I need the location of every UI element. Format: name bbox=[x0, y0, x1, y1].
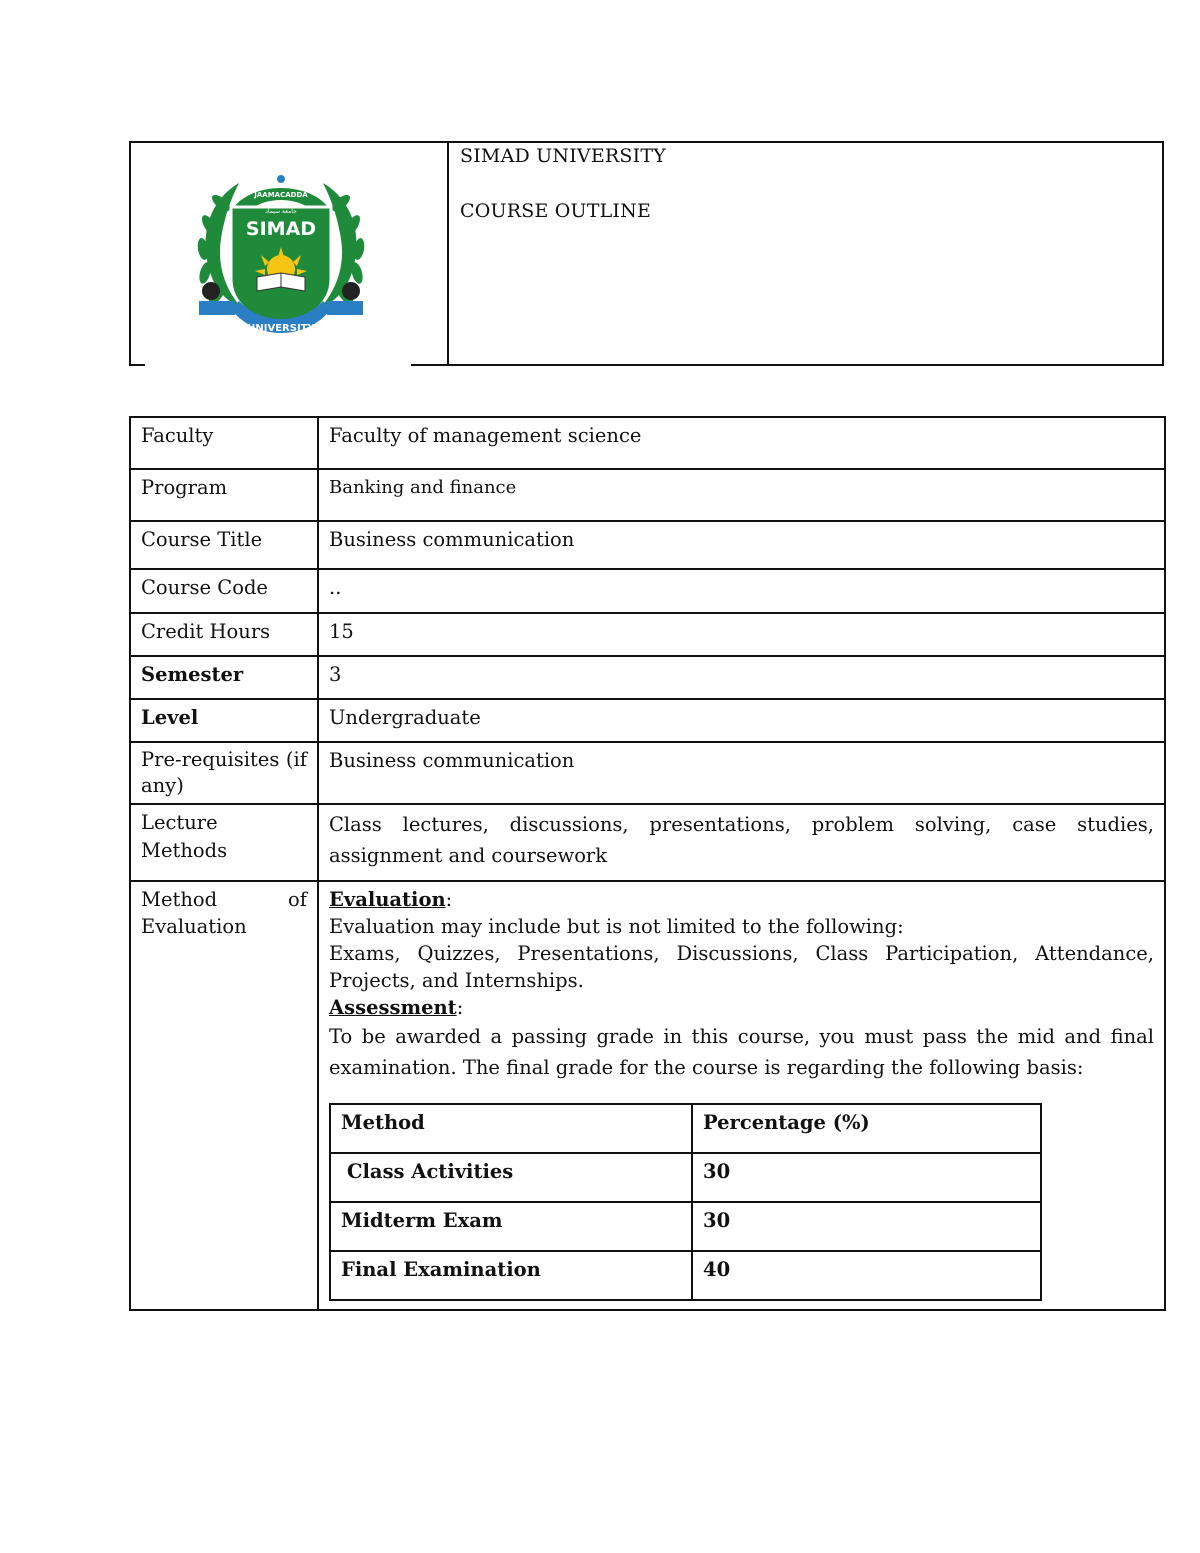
course-info-table bbox=[129, 416, 1166, 1311]
table-row bbox=[130, 699, 1165, 742]
table-row bbox=[130, 656, 1165, 699]
logo-name: SIMAD bbox=[245, 218, 317, 240]
faculty-label: Faculty bbox=[130, 417, 318, 469]
header-box bbox=[129, 141, 1164, 366]
evaluation-intro: Evaluation may include but is not limited to the following: bbox=[329, 915, 904, 938]
program-value: Banking and finance bbox=[318, 469, 1165, 521]
grading-header-percentage: Percentage (%) bbox=[692, 1104, 1041, 1153]
semester-value: 3 bbox=[318, 656, 1165, 699]
table-row bbox=[130, 881, 1165, 1310]
table-row bbox=[130, 417, 1165, 469]
table-row bbox=[130, 569, 1165, 613]
lecture-methods-label: Lecture Methods bbox=[130, 804, 318, 881]
grading-method: Final Examination bbox=[330, 1251, 692, 1300]
assessment-text: To be awarded a passing grade in this course, you must pass the mid and final examination. The final grade for the course is regarding the following basis: bbox=[329, 1025, 1154, 1079]
grading-table bbox=[329, 1103, 1042, 1301]
level-value: Undergraduate bbox=[318, 699, 1165, 742]
header-border-right bbox=[1162, 141, 1164, 366]
grading-percentage: 30 bbox=[692, 1202, 1041, 1251]
evaluation-heading: Evaluation bbox=[329, 888, 446, 911]
prerequisites-label: Pre-requisites (if any) bbox=[130, 742, 318, 804]
credit-hours-label: Credit Hours bbox=[130, 613, 318, 656]
document-title: COURSE OUTLINE bbox=[460, 200, 652, 222]
grading-method: Midterm Exam bbox=[330, 1202, 692, 1251]
table-row bbox=[130, 742, 1165, 804]
evaluation-method-label: Method of Evaluation bbox=[130, 881, 318, 1310]
header-divider bbox=[447, 141, 449, 366]
table-row bbox=[330, 1202, 1041, 1251]
grading-method: Class Activities bbox=[330, 1153, 692, 1202]
evaluation-cell: Evaluation: Evaluation may include but is not limited to the following: Exams, Quizzes, Presentations, Discussions, Class Participation, Attendance, Projects, and Internships. Assessment: To be awarded a passing grade in this course, you must pass the mid and final examination. The final grade for the course is regarding the following basis: Method Percentage (%) Class Activities 30 Midterm Exam 30 Final Examination 40 bbox=[318, 881, 1165, 1310]
header-border-bottom-left bbox=[129, 364, 145, 366]
logo-top-text: JAAMACADDA bbox=[254, 191, 308, 199]
faculty-value: Faculty of management science bbox=[318, 417, 1165, 469]
course-code-label: Course Code bbox=[130, 569, 318, 613]
assessment-heading: Assessment bbox=[329, 996, 457, 1019]
table-row bbox=[330, 1251, 1041, 1300]
semester-label: Semester bbox=[130, 656, 318, 699]
table-row bbox=[130, 613, 1165, 656]
table-row bbox=[330, 1104, 1041, 1153]
university-name: SIMAD UNIVERSITY bbox=[460, 145, 666, 167]
table-row bbox=[130, 469, 1165, 521]
header-border-top bbox=[129, 141, 1164, 143]
header-border-left bbox=[129, 141, 131, 366]
program-label: Program bbox=[130, 469, 318, 521]
evaluation-items: Exams, Quizzes, Presentations, Discussions, Class Participation, Attendance, Projects, and Internships. bbox=[329, 942, 1154, 992]
level-label: Level bbox=[130, 699, 318, 742]
grading-percentage: 40 bbox=[692, 1251, 1041, 1300]
grading-percentage: 30 bbox=[692, 1153, 1041, 1202]
credit-hours-value: 15 bbox=[318, 613, 1165, 656]
course-title-value: Business communication bbox=[318, 521, 1165, 569]
grading-header-method: Method bbox=[330, 1104, 692, 1153]
course-title-label: Course Title bbox=[130, 521, 318, 569]
course-code-value: .. bbox=[318, 569, 1165, 613]
header-border-bottom-right bbox=[411, 364, 1164, 366]
lecture-methods-value: Class lectures, discussions, presentations, problem solving, case studies, assignment and coursework bbox=[318, 804, 1165, 881]
prerequisites-value: Business communication bbox=[318, 742, 1165, 804]
logo-arabic-text: جامعة سيماد bbox=[265, 208, 297, 215]
table-row bbox=[130, 521, 1165, 569]
table-row bbox=[330, 1153, 1041, 1202]
logo-university-text: UNIVERSITY bbox=[247, 323, 315, 334]
simad-university-logo bbox=[195, 169, 367, 345]
table-row bbox=[130, 804, 1165, 881]
